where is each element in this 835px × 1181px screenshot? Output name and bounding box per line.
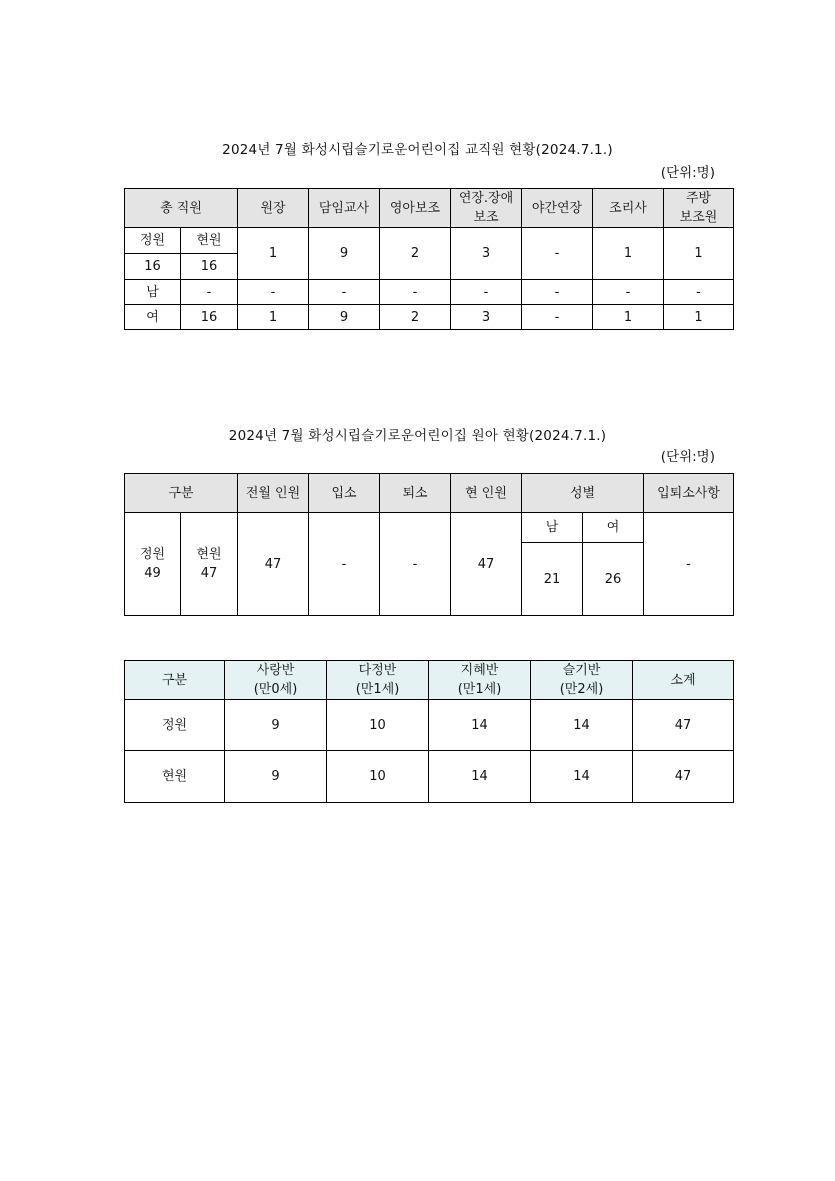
class-age: (만1세) (457, 682, 502, 697)
class-header-sarang (225, 661, 327, 700)
header-infant-aide: 영아보조 (380, 189, 451, 228)
cell-leave: - (380, 513, 451, 616)
header-gender: 성별 (522, 474, 644, 513)
header-kitchen-aide (664, 189, 734, 228)
header-notes: 입퇴소사항 (644, 474, 734, 513)
sub-quota-value: 16 (125, 254, 181, 280)
quota-jihye: 14 (429, 700, 531, 751)
male-night-extended: - (522, 280, 593, 305)
female-homeroom: 9 (309, 305, 380, 330)
female-director: 1 (238, 305, 309, 330)
header-extended-aide (451, 189, 522, 228)
cell-director: 1 (238, 228, 309, 280)
staff-unit: (단위:명) (660, 165, 715, 181)
female-cook: 1 (593, 305, 664, 330)
class-header-jihye (429, 661, 531, 700)
current-subtotal: 47 (633, 751, 734, 803)
header-cook: 조리사 (593, 189, 664, 228)
cell-night-extended: - (522, 228, 593, 280)
female-infant-aide: 2 (380, 305, 451, 330)
female-night-extended: - (522, 305, 593, 330)
female-extended-aide: 3 (451, 305, 522, 330)
class-name: 슬기반 (562, 663, 601, 678)
cell-cook: 1 (593, 228, 664, 280)
cell-male: 21 (522, 543, 583, 616)
current-sarang: 9 (225, 751, 327, 803)
class-header-dajeong (327, 661, 429, 700)
staff-title: 2024년 7월 화성시립슬기로운어린이집 교직원 현황(2024.7.1.) (222, 142, 613, 158)
header-extended-aide-line2: 보조 (473, 210, 499, 225)
classes-table (124, 660, 734, 803)
male-cook: - (593, 280, 664, 305)
cell-current-enrolled (181, 513, 238, 616)
male-extended-aide: - (451, 280, 522, 305)
header-homeroom: 담임교사 (309, 189, 380, 228)
children-title: 2024년 7월 화성시립슬기로운어린이집 원아 현황(2024.7.1.) (228, 428, 607, 444)
header-leave: 퇴소 (380, 474, 451, 513)
male-director: - (238, 280, 309, 305)
header-night-extended: 야간연장 (522, 189, 593, 228)
class-header-category: 구분 (125, 661, 225, 700)
class-age: (만2세) (559, 682, 604, 697)
quota-seulgi: 14 (531, 700, 633, 751)
cell-kitchen-aide: 1 (664, 228, 734, 280)
current-label: 현원 (196, 547, 222, 562)
cell-infant-aide: 2 (380, 228, 451, 280)
row-current-label: 현원 (125, 751, 225, 803)
class-age: (만1세) (355, 682, 400, 697)
header-female: 여 (583, 513, 644, 543)
sub-quota-label: 정원 (125, 228, 181, 254)
current-value: 47 (200, 566, 218, 581)
row-female-total: 16 (181, 305, 238, 330)
cell-notes: - (644, 513, 734, 616)
class-header-subtotal: 소계 (633, 661, 734, 700)
class-header-seulgi (531, 661, 633, 700)
cell-quota (125, 513, 181, 616)
row-female-label: 여 (125, 305, 181, 330)
header-male: 남 (522, 513, 583, 543)
header-category: 구분 (125, 474, 238, 513)
female-kitchen-aide: 1 (664, 305, 734, 330)
header-extended-aide-line1: 연장.장애 (458, 191, 514, 206)
current-jihye: 14 (429, 751, 531, 803)
header-kitchen-aide-line2: 보조원 (679, 210, 718, 225)
header-kitchen-aide-line1: 주방 (685, 191, 712, 206)
cell-current: 47 (451, 513, 522, 616)
quota-sarang: 9 (225, 700, 327, 751)
header-director: 원장 (238, 189, 309, 228)
children-unit: (단위:명) (660, 449, 715, 465)
current-dajeong: 10 (327, 751, 429, 803)
header-previous-month: 전월 인원 (238, 474, 309, 513)
header-total-staff: 총 직원 (125, 189, 238, 228)
male-kitchen-aide: - (664, 280, 734, 305)
class-name: 다정반 (358, 663, 397, 678)
header-current: 현 인원 (451, 474, 522, 513)
cell-extended-aide: 3 (451, 228, 522, 280)
header-enter: 입소 (309, 474, 380, 513)
row-male-total: - (181, 280, 238, 305)
quota-subtotal: 47 (633, 700, 734, 751)
male-infant-aide: - (380, 280, 451, 305)
cell-homeroom: 9 (309, 228, 380, 280)
cell-enter: - (309, 513, 380, 616)
quota-dajeong: 10 (327, 700, 429, 751)
class-name: 사랑반 (256, 663, 295, 678)
children-table (124, 473, 734, 616)
quota-label: 정원 (139, 547, 166, 562)
quota-value: 49 (144, 566, 161, 581)
cell-previous-month: 47 (238, 513, 309, 616)
sub-current-value: 16 (181, 254, 238, 280)
sub-current-label: 현원 (181, 228, 238, 254)
row-quota-label: 정원 (125, 700, 225, 751)
cell-female: 26 (583, 543, 644, 616)
class-age: (만0세) (253, 682, 298, 697)
male-homeroom: - (309, 280, 380, 305)
class-name: 지혜반 (460, 663, 499, 678)
row-male-label: 남 (125, 280, 181, 305)
staff-table (124, 188, 734, 330)
current-seulgi: 14 (531, 751, 633, 803)
